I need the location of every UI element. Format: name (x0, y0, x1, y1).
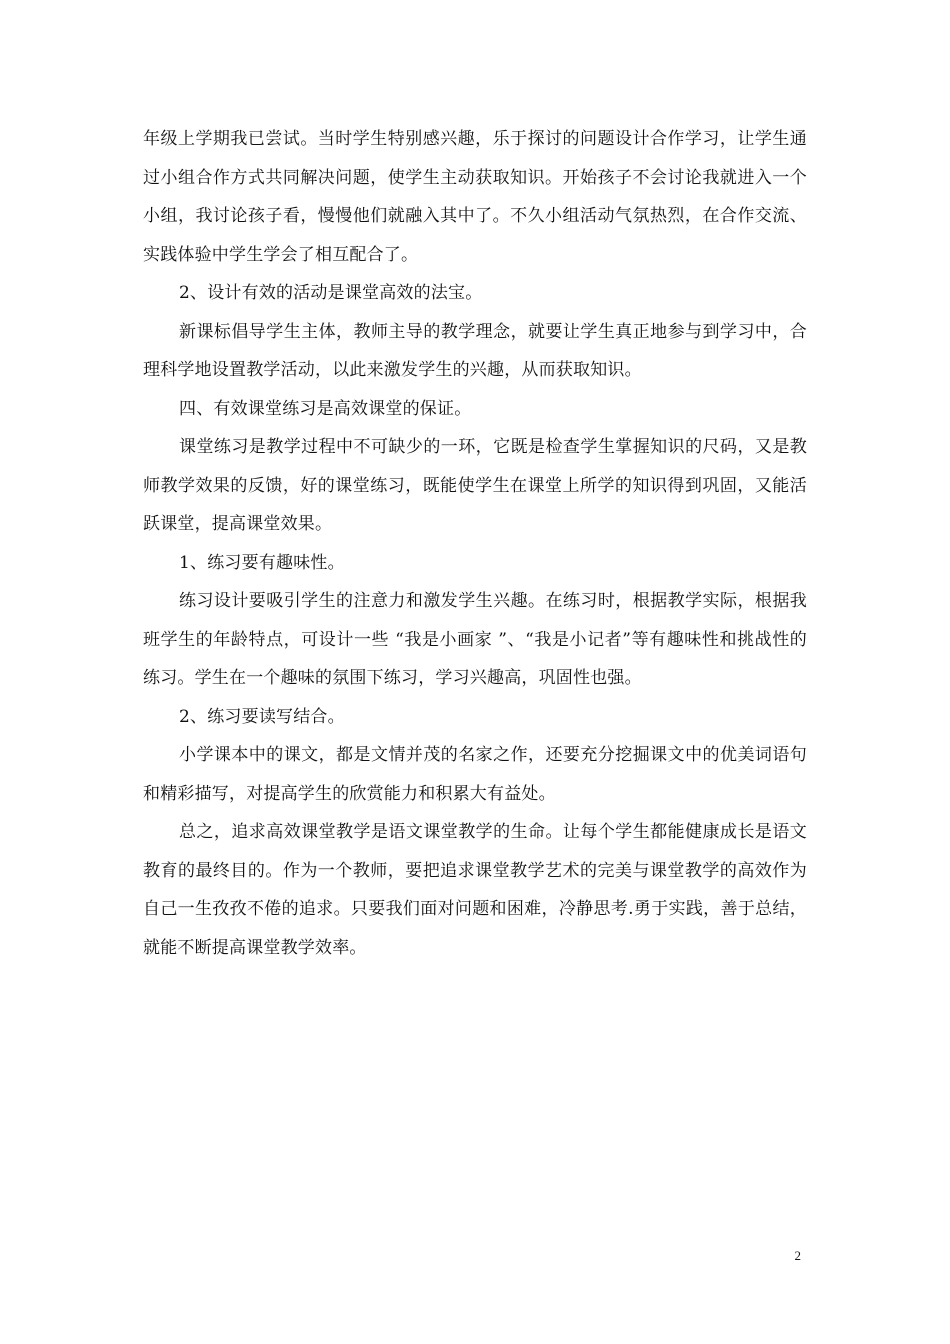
heading-section-four: 四、有效课堂练习是高效课堂的保证。 (179, 398, 472, 419)
document-body (143, 120, 807, 967)
heading-effective-activities: 2、设计有效的活动是课堂高效的法宝。 (179, 283, 483, 303)
paragraph-practice-design: 练习设计要吸引学生的注意力和激发学生兴趣。在练习时，根据教学实际，根据我班学生的年龄特点，可设计一些 “我是小画家 ”、“我是小记者”等有趣味性和挑战性的练习。学生在一个趣味的氛围下练习，学习兴趣高，巩固性也强。 (143, 591, 807, 688)
paragraph-continuation: 年级上学期我已尝试。当时学生特别感兴趣，乐于探讨的问题设计合作学习，让学生通过小组合作方式共同解决问题，使学生主动获取知识。开始孩子不会讨论我就进入一个小组，我讨论孩子看，慢慢他们就融入其中了。不久小组活动气氛热烈，在合作交流、实践体验中学生学会了相互配合了。 (143, 129, 807, 265)
paragraph-conclusion: 总之，追求高效课堂教学是语文课堂教学的生命。让每个学生都能健康成长是语文教育的最终目的。作为一个教师，要把追求课堂教学艺术的完美与课堂教学的高效作为自己一生孜孜不倦的追求。只要我们面对问题和困难，冷静思考.勇于实践，善于总结，就能不断提高课堂教学效率。 (143, 822, 807, 958)
heading-reading-writing: 2、练习要读写结合。 (179, 706, 345, 727)
heading-practice-interest: 1、练习要有趣味性。 (179, 552, 345, 573)
paragraph-classroom-practice: 课堂练习是教学过程中不可缺少的一环，它既是检查学生掌握知识的尺码，又是教师教学效果的反馈，好的课堂练习，既能使学生在课堂上所学的知识得到巩固，又能活跃课堂，提高课堂效果。 (143, 437, 807, 534)
paragraph-new-curriculum: 新课标倡导学生主体，教师主导的教学理念，就要让学生真正地参与到学习中，合理科学地设置教学活动，以此来激发学生的兴趣，从而获取知识。 (143, 321, 807, 380)
page-number: 2 (794, 1248, 801, 1263)
paragraph-textbook-texts: 小学课本中的课文，都是文情并茂的名家之作，还要充分挖掘课文中的优美词语句和精彩描写，对提高学生的欣赏能力和积累大有益处。 (143, 745, 807, 804)
